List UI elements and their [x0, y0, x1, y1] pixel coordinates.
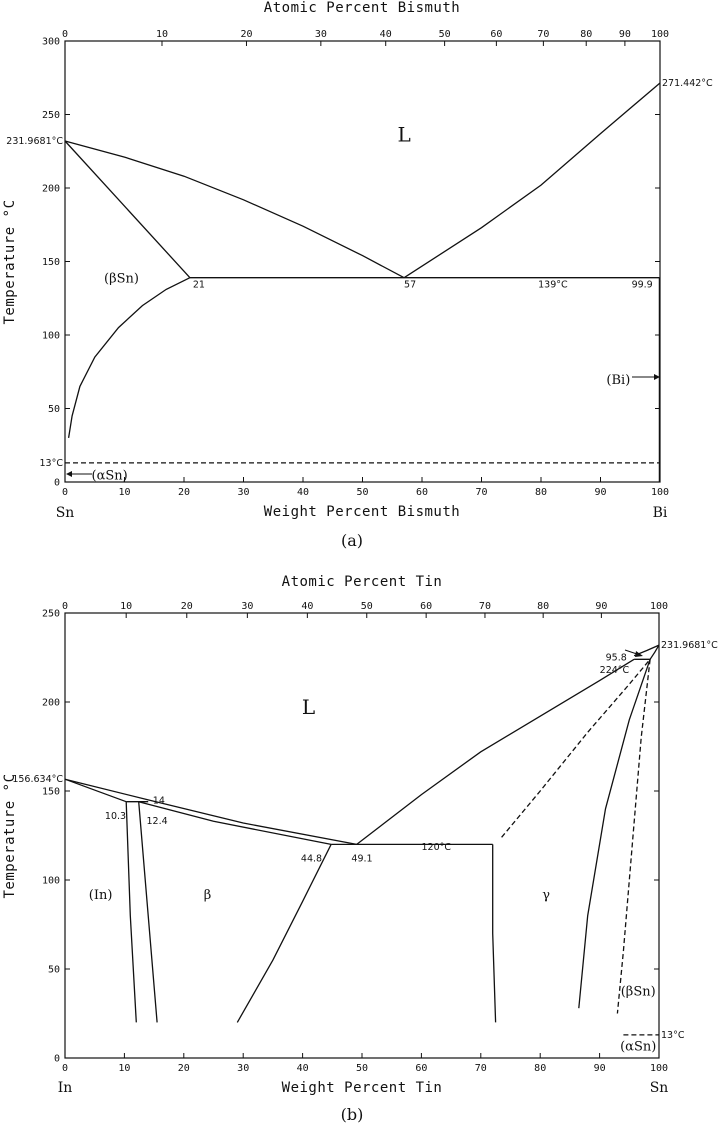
chart-b-series-In-solvus — [126, 802, 136, 1023]
chart-a-annotations — [6, 78, 713, 484]
chart-b-phase-label: γ — [542, 888, 551, 904]
chart-a-x-tick-label: 30 — [237, 487, 250, 498]
chart-b-series-gamma-right-solvus — [579, 659, 650, 1008]
chart-b-left-element: In — [57, 1080, 73, 1096]
chart-a-x2-tick-label: 20 — [240, 29, 253, 40]
chart-a-annotation: 21 — [192, 279, 205, 291]
chart-b-right-element: Sn — [649, 1080, 669, 1096]
chart-b-x2-tick-label: 30 — [241, 601, 254, 612]
chart-a-phase-label: (αSn) — [91, 468, 128, 484]
chart-b-x-tick-label: 40 — [296, 1063, 309, 1074]
chart-b-x-axis-title: Weight Percent Tin — [281, 1080, 443, 1096]
chart-a-series-solidus-betaSn — [65, 141, 190, 278]
chart-a-y-tick-label: 100 — [41, 330, 60, 342]
chart-b-x2-tick-label: 10 — [120, 601, 133, 612]
chart-b-annotations — [12, 640, 718, 1054]
chart-b-phase-label: (αSn) — [620, 1039, 657, 1055]
chart-a-x2-tick-label: 90 — [618, 29, 631, 40]
chart-b-x2-tick-label: 70 — [478, 601, 491, 612]
chart-a-series-liquidus-left — [65, 141, 404, 278]
chart-b-x-tick-label: 20 — [177, 1063, 190, 1074]
chart-b-top-axis-title: Atomic Percent Tin — [281, 574, 443, 590]
chart-b-x-tick-label: 10 — [118, 1063, 131, 1074]
chart-b-x2-tick-label: 80 — [537, 601, 550, 612]
chart-b-y-axis-title: Temperature °C — [2, 773, 18, 899]
chart-a-x-tick-label: 60 — [415, 487, 429, 498]
chart-b-annotation: 13°C — [661, 1029, 685, 1041]
chart-b-x-tick-label: 80 — [534, 1063, 547, 1074]
chart-a-annotation: 13°C — [39, 457, 63, 469]
chart-b-phase-label: (βSn) — [620, 984, 656, 1000]
chart-b-annotation: 44.8 — [300, 853, 323, 865]
chart-a-annotation: 271.442°C — [662, 77, 713, 89]
chart-b-annotation: 120°C — [421, 841, 452, 853]
chart-b-x-tick-label: 70 — [474, 1063, 487, 1074]
chart-b-y-tick-label: 200 — [41, 697, 60, 709]
chart-a-caption: (a) — [340, 531, 364, 550]
chart-a-phase-label: (Bi) — [606, 373, 631, 389]
chart-b-x2-tick-label: 50 — [360, 601, 373, 612]
chart-a-annotation: 231.9681°C — [6, 136, 63, 148]
chart-a-x-tick-label: 0 — [61, 487, 69, 498]
chart-b-y-tick-label: 250 — [41, 608, 60, 620]
chart-b-annotation: 49.1 — [351, 853, 373, 865]
chart-a-x2-tick-label: 40 — [379, 29, 392, 40]
chart-a-x-tick-label: 80 — [534, 487, 548, 498]
chart-b-annotation: 156.634°C — [12, 774, 63, 786]
chart-b-x2-tick-label: 100 — [649, 601, 669, 612]
chart-b-phase-label: (In) — [88, 888, 113, 904]
chart-b-x-tick-label: 0 — [61, 1063, 69, 1074]
chart-a-x-tick-label: 40 — [296, 487, 310, 498]
chart-b-annotation: 12.4 — [146, 816, 168, 828]
chart-a-x2-tick-label: 0 — [61, 29, 69, 40]
chart-b-x2-tick-label: 90 — [595, 601, 608, 612]
chart-a-y-tick-label: 250 — [41, 110, 60, 121]
chart-b-annotation: 231.9681°C — [661, 640, 718, 652]
chart-a-y-tick-label: 300 — [41, 36, 60, 48]
chart-a-annotation: 99.9 — [631, 279, 653, 291]
chart-a-x2-tick-label: 50 — [438, 29, 451, 40]
chart-a-y-tick-label: 0 — [53, 477, 60, 489]
chart-b-x2-tick-label: 20 — [180, 601, 193, 612]
chart-b-phase-label: β — [203, 888, 212, 904]
chart-b-series-gamma-solidus — [502, 659, 650, 837]
chart-b-series-beta-right-solvus — [237, 844, 331, 1022]
chart-a-x-tick-label: 70 — [475, 487, 488, 498]
chart-b-y-tick-label: 50 — [47, 964, 60, 976]
chart-b-x-tick-label: 30 — [237, 1063, 250, 1074]
chart-b-x-tick-label: 60 — [415, 1063, 428, 1074]
chart-b-series-solidus-In — [65, 779, 126, 802]
chart-a-frame — [65, 41, 660, 482]
chart-a-sn-bi — [2, 0, 713, 550]
chart-b-x-tick-label: 100 — [649, 1063, 669, 1074]
chart-a-alphasn-pointer-head — [66, 471, 72, 477]
chart-a-x-tick-label: 90 — [594, 487, 607, 498]
chart-b-x-tick-label: 90 — [593, 1063, 606, 1074]
chart-a-series-liquidus-right — [404, 83, 660, 278]
chart-b-phase-label: L — [301, 695, 316, 720]
chart-b-series-beta-left-solvus — [139, 802, 157, 1023]
chart-a-phase-label: L — [397, 122, 411, 147]
chart-a-x-tick-label: 50 — [356, 487, 369, 498]
chart-a-phase-label: (βSn) — [104, 271, 139, 287]
chart-a-ticks — [39, 29, 670, 498]
chart-b-series-betaSn-solvus — [617, 659, 650, 1013]
chart-a-x2-tick-label: 10 — [155, 29, 169, 40]
chart-b-y-tick-label: 150 — [41, 786, 60, 798]
chart-b-annotation: 224°C — [599, 664, 630, 676]
chart-a-annotation: 57 — [404, 279, 417, 291]
chart-b-y-tick-label: 0 — [53, 1053, 60, 1065]
chart-a-series-solvus-betaSn — [69, 278, 190, 438]
chart-a-right-element: Bi — [652, 505, 668, 521]
chart-a-x-tick-label: 10 — [118, 487, 131, 498]
chart-b-series-gamma-left-solvus — [493, 844, 496, 1022]
chart-b-annotation: 14 — [152, 795, 165, 807]
chart-a-y-tick-label: 150 — [41, 257, 60, 268]
chart-b-x2-tick-label: 0 — [61, 601, 69, 612]
chart-a-y-tick-label: 200 — [41, 183, 60, 195]
chart-a-x-axis-title: Weight Percent Bismuth — [263, 504, 461, 520]
chart-a-x-tick-label: 20 — [177, 487, 191, 498]
chart-a-series — [65, 83, 660, 482]
chart-a-y-tick-label: 50 — [47, 404, 60, 415]
chart-b-x-tick-label: 50 — [355, 1063, 369, 1074]
chart-b-annotation: 10.3 — [104, 810, 127, 822]
chart-a-y-axis-title: Temperature °C — [2, 199, 18, 325]
chart-a-x2-tick-label: 60 — [490, 29, 503, 40]
chart-a-x2-tick-label: 80 — [580, 29, 593, 40]
chart-b-x2-tick-label: 60 — [420, 601, 433, 612]
chart-a-x2-tick-label: 30 — [314, 29, 327, 40]
chart-b-in-sn — [2, 574, 718, 1124]
chart-b-caption: (b) — [340, 1105, 364, 1124]
chart-a-annotation: 139°C — [538, 279, 568, 291]
chart-a-x-tick-label: 100 — [650, 487, 670, 498]
chart-a-left-element: Sn — [55, 505, 75, 521]
chart-a-x2-tick-label: 70 — [537, 29, 550, 40]
chart-a-x2-tick-label: 100 — [650, 29, 670, 40]
chart-b-series — [65, 645, 659, 1035]
chart-b-y-tick-label: 100 — [41, 875, 60, 887]
chart-a-top-axis-title: Atomic Percent Bismuth — [263, 0, 461, 16]
chart-b-series-liquidus-gamma — [357, 659, 634, 844]
chart-b-x2-tick-label: 40 — [301, 601, 314, 612]
chart-b-annotation: 95.8 — [605, 652, 627, 664]
